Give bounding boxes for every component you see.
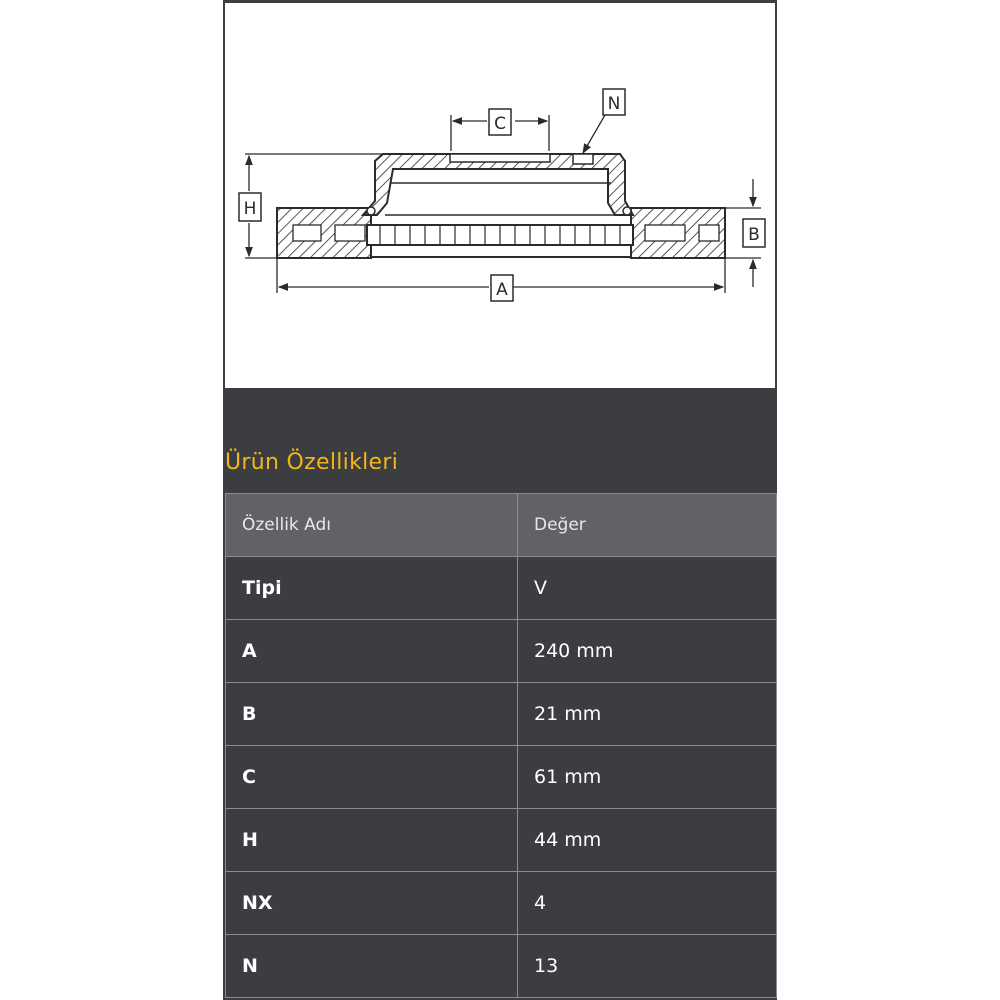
header-name: Özellik Adı [226, 494, 518, 557]
header-value: Değer [518, 494, 777, 557]
table-row [226, 620, 777, 683]
product-panel [223, 0, 777, 1000]
row-name: NX [226, 872, 518, 935]
dimension-label-c: C [494, 114, 506, 134]
row-name: C [226, 746, 518, 809]
dimension-label-b: B [748, 225, 760, 245]
dimension-label-a: A [496, 280, 508, 300]
table-row [226, 809, 777, 872]
row-name: N [226, 935, 518, 998]
spec-table [225, 493, 777, 998]
table-header-row [226, 494, 777, 557]
table-row [226, 872, 777, 935]
table-row [226, 557, 777, 620]
row-name: B [226, 683, 518, 746]
row-name: Tipi [226, 557, 518, 620]
row-name: H [226, 809, 518, 872]
row-value: 4 [518, 872, 777, 935]
row-name: A [226, 620, 518, 683]
row-value: 13 [518, 935, 777, 998]
row-value: 61 mm [518, 746, 777, 809]
section-title: Ürün Özellikleri [225, 450, 399, 475]
row-value: 21 mm [518, 683, 777, 746]
brake-disc-drawing [225, 3, 779, 391]
dimension-label-n: N [607, 94, 621, 114]
brake-disc-diagram [223, 0, 777, 388]
table-row [226, 935, 777, 998]
dimension-label-h: H [243, 199, 257, 219]
row-value: V [518, 557, 777, 620]
row-value: 44 mm [518, 809, 777, 872]
table-row [226, 746, 777, 809]
row-value: 240 mm [518, 620, 777, 683]
table-row [226, 683, 777, 746]
